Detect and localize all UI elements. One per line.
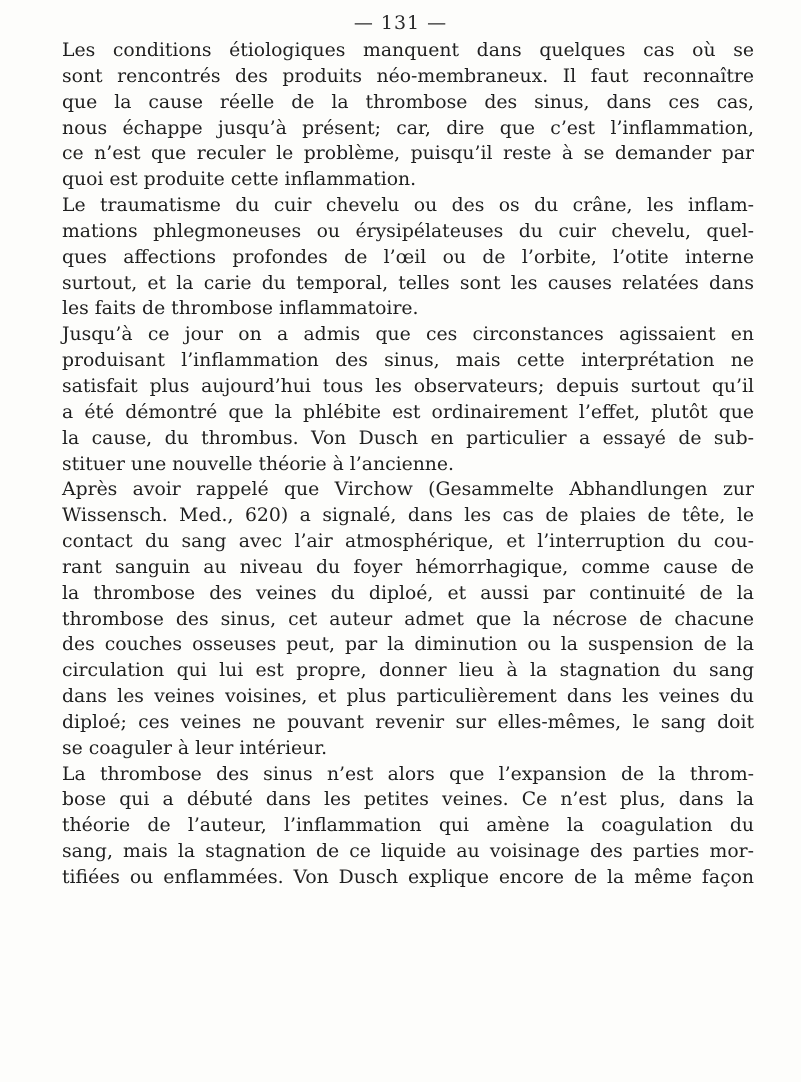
text-line: produisant l’inflammation des sinus, mais cette interprétation ne (62, 350, 754, 372)
text-line: ce n’est que reculer le problème, puisqu’il reste à se demander par (62, 143, 754, 165)
text-line: que la cause réelle de la thrombose des sinus, dans ces cas, (62, 91, 754, 113)
text-line: Les conditions étiologiques manquent dans quelques cas où se (62, 40, 754, 61)
text-line: a été démontré que la phlébite est ordinairement l’effet, plutôt que (62, 401, 754, 423)
text-line: sont rencontrés des produits néo-membraneux. Il faut reconnaître (62, 65, 754, 87)
text-line: satisfait plus aujourd’hui tous les observateurs; depuis surtout qu’il (62, 375, 754, 397)
text-line: quoi est produite cette inflammation. (62, 169, 417, 191)
body-text (62, 38, 754, 891)
text-line: la cause, du thrombus. Von Dusch en particulier a essayé de sub- (62, 427, 754, 449)
text-line: dans les veines voisines, et plus particulièrement dans les veines du (62, 686, 754, 708)
text-line: bose qui a débuté dans les petites veines. Ce n’est plus, dans la (62, 789, 754, 811)
text-line: rant sanguin au niveau du foyer hémorrhagique, comme cause de (62, 556, 754, 578)
text-line: surtout, et la carie du temporal, telles sont les causes relatées dans (62, 272, 754, 294)
text-line: thrombose des sinus, cet auteur admet que la nécrose de chacune (62, 608, 754, 630)
text-line: sang, mais la stagnation de ce liquide au voisinage des parties mor- (62, 841, 754, 863)
text-line: des couches osseuses peut, par la diminution ou la suspension de la (62, 634, 754, 656)
text-line: Wissensch. Med., 620) a signalé, dans les cas de plaies de tête, le (62, 505, 754, 527)
text-line: La thrombose des sinus n’est alors que l’expansion de la throm- (62, 763, 754, 785)
text-line: Après avoir rappelé que Virchow (Gesammelte Abhandlungen zur (62, 479, 754, 501)
text-line: diploé; ces veines ne pouvant revenir sur elles-mêmes, le sang doit (62, 711, 754, 733)
text-line: nous échappe jusqu’à présent; car, dire que c’est l’inflammation, (62, 117, 754, 139)
text-line: tifiées ou enflammées. Von Dusch explique encore de la même façon (62, 867, 754, 888)
text-line: la thrombose des veines du diploé, et aussi par continuité de la (62, 582, 754, 604)
text-line: stituer une nouvelle théorie à l’ancienne. (62, 453, 454, 475)
text-line: les faits de thrombose inflammatoire. (62, 298, 419, 320)
text-line: se coaguler à leur intérieur. (62, 737, 328, 759)
text-line: théorie de l’auteur, l’inflammation qui amène la coagulation du (62, 815, 754, 837)
text-line: Jusqu’à ce jour on a admis que ces circonstances agissaient en (62, 324, 754, 346)
text-line: mations phlegmoneuses ou érysipélateuses du cuir chevelu, quel- (62, 220, 754, 242)
text-line: ques affections profondes de l’œil ou de l’orbite, l’otite interne (62, 246, 754, 268)
text-line: circulation qui lui est propre, donner lieu à la stagnation du sang (62, 660, 754, 682)
page-number: — 131 — (353, 12, 448, 34)
text-line: contact du sang avec l’air atmosphérique, et l’interruption du cou- (62, 531, 754, 553)
text-line: Le traumatisme du cuir chevelu ou des os du crâne, les inflam- (62, 195, 754, 217)
